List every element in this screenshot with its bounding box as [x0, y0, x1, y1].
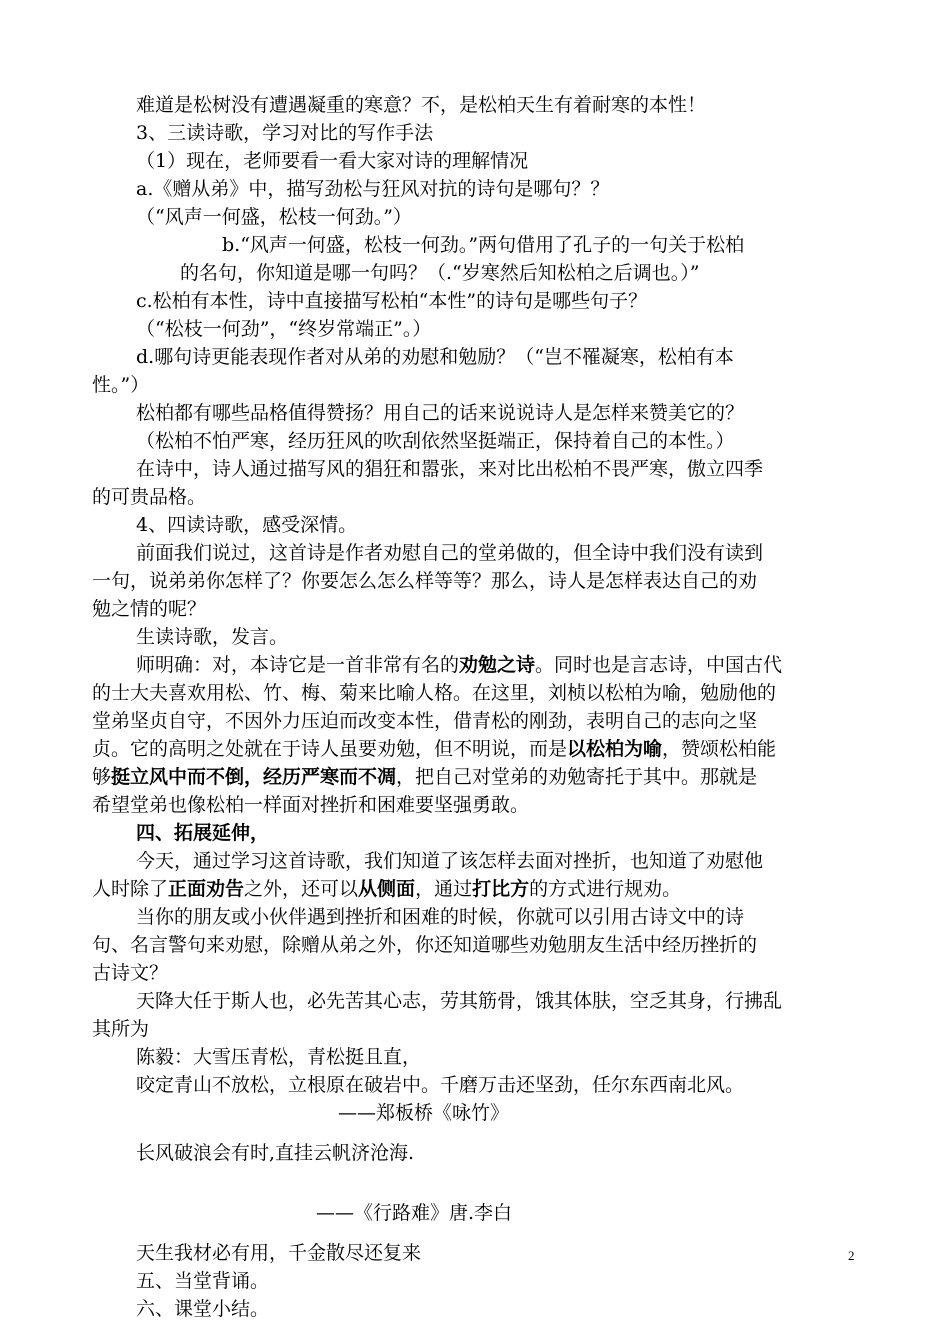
text-line: 松柏都有哪些品格值得赞扬？用自己的话来说说诗人是怎样来赞美它的？ [136, 402, 745, 424]
text-line: 古诗文？ [92, 962, 169, 984]
text-line: 性。”） [92, 374, 150, 396]
question-b: b.“风声一何盛，松枝一何劲。”两句借用了孔子的一句关于松柏 [222, 234, 745, 256]
quote-attribution: ——《行路难》唐.李白 [316, 1202, 513, 1224]
text-line [92, 736, 776, 762]
text-line [92, 764, 757, 790]
bold-text: 以松柏为喻 [567, 738, 663, 760]
section-heading: 五、当堂背诵。 [136, 1270, 270, 1292]
text-line: 勉之情的呢？ [92, 598, 207, 620]
section-heading: 3、三读诗歌，学习对比的写作手法 [136, 122, 434, 144]
quote-line: 长风破浪会有时,直挂云帆济沧海. [136, 1142, 415, 1164]
text-line [92, 876, 681, 902]
text-span: 的方式进行规劝。 [529, 878, 682, 900]
quote-line: 天生我材必有用，千金散尽还复来 [136, 1242, 422, 1264]
text-line: 前面我们说过，这首诗是作者劝慰自己的堂弟做的，但全诗中我们没有读到 [136, 542, 764, 564]
text-line [136, 652, 782, 678]
text-span: 师明确：对，本诗它是一首非常有名的 [136, 654, 460, 676]
section-heading: 4、四读诗歌，感受深情。 [136, 514, 358, 536]
bold-text: 打比方 [472, 878, 530, 900]
text-line: 生读诗歌，发言。 [136, 626, 289, 648]
text-line: 一句，说弟弟你怎样了？你要怎么怎么样等等？那么，诗人是怎样表达自己的劝 [92, 570, 758, 592]
text-span: 够 [92, 766, 112, 788]
text-line: （1）现在，老师要看一看大家对诗的理解情况 [136, 150, 529, 172]
bold-text: 劝勉之诗 [459, 654, 536, 676]
quote-line: 其所为 [92, 1018, 150, 1040]
text-line: 的可贵品格。 [92, 486, 207, 508]
text-line: 堂弟坚贞自守，不因外力压迫而改变本性，借青松的刚劲，表明自己的志向之坚 [92, 710, 758, 732]
bold-text: 正面劝告 [168, 878, 245, 900]
text-line: 的名句，你知道是哪一句吗？（.“岁寒然后知松柏之后调也。）” [180, 262, 700, 284]
text-span: ，通过 [415, 878, 473, 900]
answer-a: （“风声一何盛，松枝一何劲。”） [136, 206, 412, 228]
text-span: ，赞颂松柏能 [662, 738, 777, 760]
section-heading: 四、拓展延伸， [136, 822, 270, 844]
bold-text: 挺立风中而不倒，经历严寒而不凋 [111, 766, 397, 788]
text-line: 希望堂弟也像松柏一样面对挫折和困难要坚强勇敢。 [92, 794, 530, 816]
text-span: 人时除了 [92, 878, 169, 900]
quote-attribution: ——郑板桥《咏竹》 [338, 1102, 510, 1124]
text-line: （松柏不怕严寒，经历狂风的吹刮依然坚挺端正，保持着自己的本性。） [136, 430, 735, 452]
question-c: c.松柏有本性，诗中直接描写松柏“本性”的诗句是哪些句子？ [136, 290, 648, 312]
quote-line: 咬定青山不放松，立根原在破岩中。千磨万击还坚劲，任尔东西南北风。 [136, 1074, 745, 1096]
text-line: 当你的朋友或小伙伴遇到挫折和困难的时候，你就可以引用古诗文中的诗 [136, 906, 745, 928]
question-a: a.《赠从弟》中，描写劲松与狂风对抗的诗句是哪句？？ [136, 178, 610, 200]
text-line: 难道是松树没有遭遇凝重的寒意？不，是松柏天生有着耐寒的本性！ [136, 94, 707, 116]
text-span: 。同时也是言志诗，中国古代 [535, 654, 783, 676]
page-number: 2 [848, 1248, 855, 1263]
quote-line: 陈毅：大雪压青松，青松挺且直， [136, 1046, 422, 1068]
bold-text: 从侧面 [358, 878, 416, 900]
text-span: 贞。它的高明之处就在于诗人虽要劝勉，但不明说，而是 [92, 738, 568, 760]
text-line: 今天，通过学习这首诗歌，我们知道了该怎样去面对挫折，也知道了劝慰他 [136, 850, 764, 872]
text-line: 的士大夫喜欢用松、竹、梅、菊来比喻人格。在这里，刘桢以松柏为喻，勉励他的 [92, 682, 777, 704]
question-d: d.哪句诗更能表现作者对从弟的劝慰和勉励？（“岂不罹凝寒，松柏有本 [136, 346, 734, 368]
quote-line: 天降大任于斯人也，必先苦其心志，劳其筋骨，饿其体肤，空乏其身，行拂乱 [136, 990, 783, 1012]
text-span: 之外，还可以 [244, 878, 359, 900]
text-line: 在诗中，诗人通过描写风的猖狂和嚣张，来对比出松柏不畏严寒，傲立四季 [136, 458, 764, 480]
text-line: 句、名言警句来劝慰，除赠从弟之外，你还知道哪些劝勉朋友生活中经历挫折的 [92, 934, 758, 956]
section-heading: 六、课堂小结。 [136, 1298, 270, 1320]
answer-c: （“松枝一何劲”，“终岁常端正”。） [136, 318, 432, 340]
text-span: ，把自己对堂弟的劝勉寄托于其中。那就是 [396, 766, 758, 788]
